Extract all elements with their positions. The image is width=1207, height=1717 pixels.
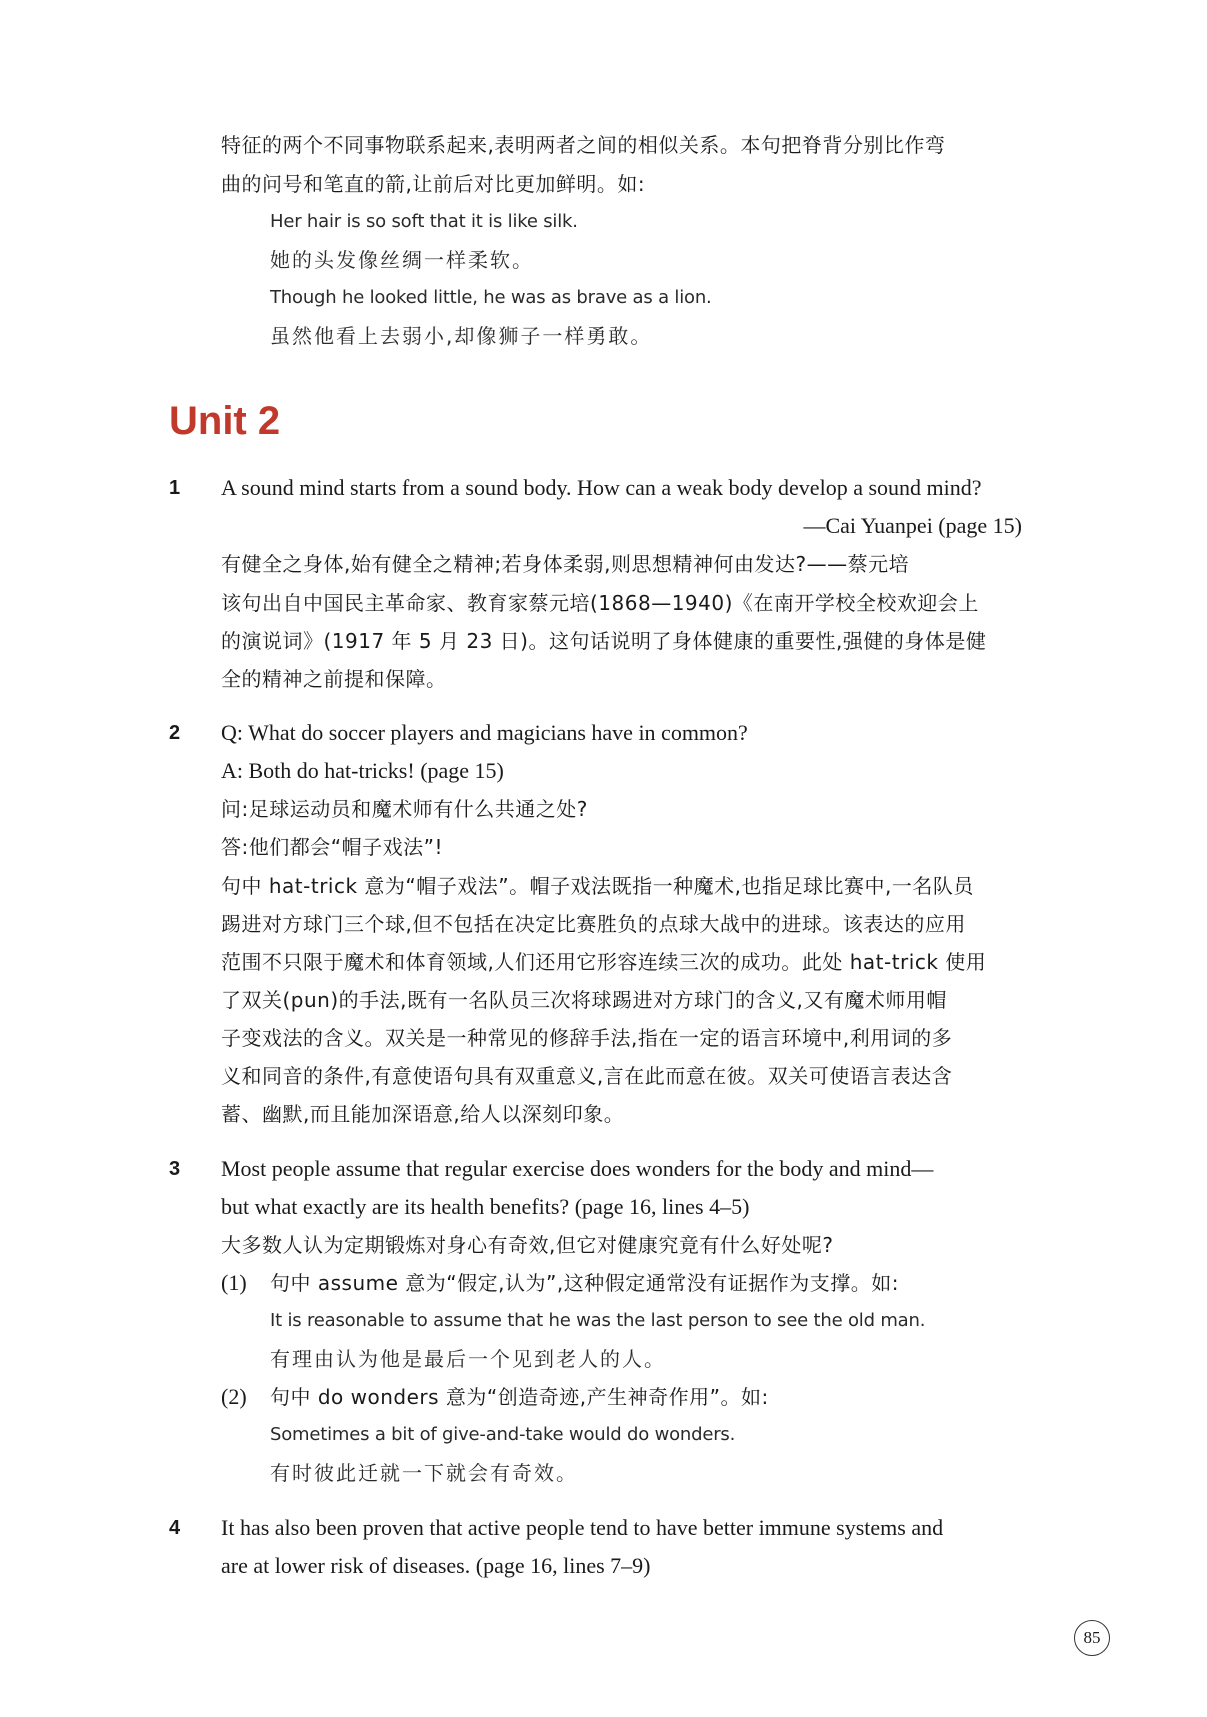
item-2-answer: A: Both do hat-tricks! (page 15) [221,758,504,783]
intro-example-2-en: Though he looked little, he was as brave as a lion. [270,287,712,308]
unit-title: Unit 2 [169,399,281,443]
item-3-sub-2-text: 句中 do wonders 意为“创造奇迹,产生神奇作用”。如: [270,1385,769,1409]
item-1-note-line-2: 的演说词》(1917 年 5 月 23 日)。这句话说明了身体健康的重要性,强健的身体是健 [221,629,987,653]
item-2-note-line-7: 蓄、幽默,而且能加深语意,给人以深刻印象。 [221,1102,625,1126]
item-2-note-line-4: 了双关(pun)的手法,既有一名队员三次将球踢进对方球门的含义,又有魔术师用帽 [221,988,947,1012]
item-number: 1 [169,477,181,499]
item-number: 4 [169,1517,181,1539]
item-3-english-line-2: but what exactly are its health benefits? (page 16, lines 4–5) [221,1194,750,1219]
item-2-note-line-1: 句中 hat-trick 意为“帽子戏法”。帽子戏法既指一种魔术,也指足球比赛中,一名队员 [221,874,974,898]
item-1-note-line-1: 该句出自中国民主革命家、教育家蔡元培(1868—1940)《在南开学校全校欢迎会上 [221,591,979,615]
item-number: 2 [169,722,181,744]
subitem-label: (2) [221,1384,247,1409]
item-3-sub-2-example-en: Sometimes a bit of give-and-take would do wonders. [270,1424,736,1445]
item-2-note-line-3: 范围不只限于魔术和体育领域,人们还用它形容连续三次的成功。此处 hat-trick 使用 [221,950,987,974]
item-2-question-zh: 问:足球运动员和魔术师有什么共通之处? [221,797,588,821]
item-2-question: Q: What do soccer players and magicians have in common? [221,720,748,745]
item-1-english: A sound mind starts from a sound body. How can a weak body develop a sound mind? [221,475,982,500]
item-3-sub-1-example-zh: 有理由认为他是最后一个见到老人的人。 [270,1347,666,1371]
item-1-translation: 有健全之身体,始有健全之精神;若身体柔弱,则思想精神何由发达?——蔡元培 [221,552,910,576]
intro-example-1-zh: 她的头发像丝绸一样柔软。 [270,248,534,272]
item-2-answer-zh: 答:他们都会“帽子戏法”! [221,835,443,859]
item-3-sub-1-text: 句中 assume 意为“假定,认为”,这种假定通常没有证据作为支撑。如: [270,1271,899,1295]
subitem-label: (1) [221,1270,247,1295]
intro-line-1: 特征的两个不同事物联系起来,表明两者之间的相似关系。本句把脊背分别比作弯 [221,133,946,157]
item-4-english-line-2: are at lower risk of diseases. (page 16, lines 7–9) [221,1553,651,1578]
intro-line-2: 曲的问号和笔直的箭,让前后对比更加鲜明。如: [221,172,646,196]
item-3-sub-1-example-en: It is reasonable to assume that he was the last person to see the old man. [270,1310,926,1331]
item-2-note-line-5: 子变戏法的含义。双关是一种常见的修辞手法,指在一定的语言环境中,利用词的多 [221,1026,953,1050]
item-3-sub-2-example-zh: 有时彼此迁就一下就会有奇效。 [270,1461,578,1485]
page-number: 85 [1074,1620,1110,1656]
item-2-note-line-2: 踢进对方球门三个球,但不包括在决定比赛胜负的点球大战中的进球。该表达的应用 [221,912,966,936]
item-number: 3 [169,1158,181,1180]
item-1-attribution: —Cai Yuanpei (page 15) [803,513,1022,538]
item-2-note-line-6: 义和同音的条件,有意使语句具有双重意义,言在此而意在彼。双关可使语言表达含 [221,1064,953,1088]
item-4-english-line-1: It has also been proven that active people tend to have better immune systems and [221,1515,944,1540]
item-3-translation: 大多数人认为定期锻炼对身心有奇效,但它对健康究竟有什么好处呢? [221,1233,834,1257]
item-3-english-line-1: Most people assume that regular exercise does wonders for the body and mind— [221,1156,934,1181]
item-1-note-line-3: 全的精神之前提和保障。 [221,667,447,691]
intro-example-1-en: Her hair is so soft that it is like silk. [270,211,578,232]
intro-example-2-zh: 虽然他看上去弱小,却像狮子一样勇敢。 [270,324,653,348]
